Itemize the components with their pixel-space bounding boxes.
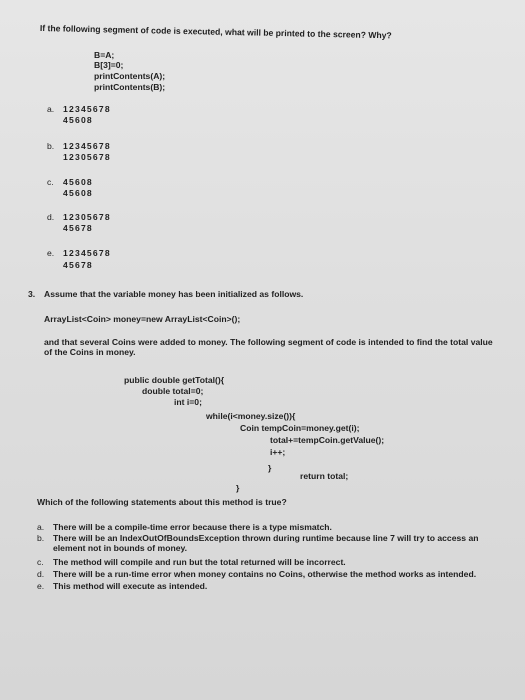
code-line: B=A; [94, 50, 115, 60]
code-line: int i=0; [174, 397, 202, 407]
question-prompt: If the following segment of code is executed, what will be printed to the screen? Why? [39, 23, 392, 41]
question-description: and that several Coins were added to money. The following segment of code is intended to find the total value of the Coins in money. [44, 337, 493, 357]
option-text: This method will execute as intended. [53, 581, 208, 591]
code-line: double total=0; [142, 386, 204, 396]
option-text: There will be an IndexOutOfBoundsException thrown during runtime because line 7 will try to access an element not in bounds of money. [53, 533, 479, 553]
option-output-line: 12345678 [63, 104, 111, 114]
option-letter: d. [37, 569, 45, 579]
option-text: There will be a compile-time error because there is a type mismatch. [53, 522, 332, 532]
code-line: total+=tempCoin.getValue(); [270, 435, 385, 445]
option-output-line: 12345678 [63, 141, 111, 151]
option-letter: c. [37, 557, 44, 567]
option-text: The method will compile and run but the total returned will be incorrect. [53, 557, 346, 567]
option-output-line: 45608 [63, 177, 93, 187]
option-output-line: 45678 [63, 260, 93, 270]
option-letter: b. [47, 141, 55, 151]
code-line: } [268, 463, 272, 473]
option-letter: d. [47, 212, 55, 222]
code-line: i++; [270, 447, 286, 457]
option-letter: a. [37, 522, 45, 532]
option-output-line: 12345678 [63, 248, 111, 258]
code-line: printContents(A); [94, 71, 166, 81]
option-letter: a. [47, 104, 55, 114]
code-line: printContents(B); [94, 82, 166, 92]
code-line: B[3]=0; [94, 60, 124, 70]
code-line: } [236, 483, 240, 493]
option-output-line: 45608 [63, 115, 93, 125]
code-declaration: ArrayList<Coin> money=new ArrayList<Coin>(); [44, 314, 241, 324]
question-intro: Assume that the variable money has been initialized as follows. [44, 289, 304, 299]
code-line: public double getTotal(){ [124, 375, 225, 385]
question-number: 3. [28, 289, 36, 299]
option-output-line: 12305678 [63, 212, 111, 222]
question-text: Which of the following statements about this method is true? [37, 497, 287, 507]
code-line: while(i<money.size()){ [206, 411, 296, 421]
option-letter: e. [47, 248, 55, 258]
option-letter: e. [37, 581, 45, 591]
option-letter: b. [37, 533, 45, 543]
code-line: Coin tempCoin=money.get(i); [240, 423, 360, 433]
option-text: There will be a run-time error when money contains no Coins, otherwise the method works as intended. [53, 569, 477, 579]
option-output-line: 12305678 [63, 152, 111, 162]
option-output-line: 45608 [63, 188, 93, 198]
option-output-line: 45678 [63, 223, 93, 233]
code-line: return total; [300, 471, 349, 481]
option-letter: c. [47, 177, 54, 187]
